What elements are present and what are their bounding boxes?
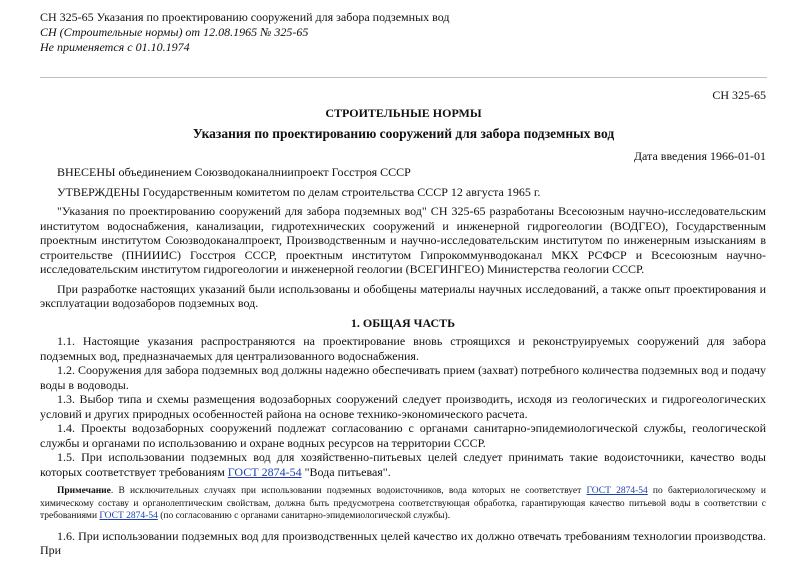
document-header	[40, 10, 449, 55]
clause-1-6: 1.6. При использовании подземных вод для производственных целей качество их должно отвечать требованиям технологии производства. При	[40, 528, 766, 557]
paragraph-utverzhdeny: УТВЕРЖДЕНЫ Государственным комитетом по делам строительства СССР 12 августа 1965 г.	[57, 184, 541, 199]
clause-1-3: 1.3. Выбор типа и схемы размещения водозаборных сооружений следует производить, исходя из геологических и гидрогеологических условий и других природных особенностей района на основе технико-экономического расчета.	[40, 392, 766, 421]
section-heading: 1. ОБЩАЯ ЧАСТЬ	[350, 315, 456, 330]
clause-1-4: 1.4. Проекты водозаборных сооружений подлежат согласованию с органами санитарно-эпидемиологической службы, геологической службы и органами по использованию и охране водных ресурсов на территории СССР.	[40, 421, 766, 450]
paragraph-vneseny: ВНЕСЕНЫ объединением Союзводоканалниипроект Госстроя СССР	[57, 165, 411, 179]
note-text-2: по бактериологическому и химическому составу и органолептическим свойствам, должна быть предусмотрена соответствующая обработка, гарантирующая качество питьевой воды в соответствии с требованиями	[40, 486, 766, 521]
clause-1-2: 1.2. Сооружения для забора подземных вод должны надежно обеспечивать прием (захват) потребного количества подземных вод и подачу воды в водоводы.	[40, 363, 766, 392]
header-status: Не применяется с 01.10.1974	[40, 40, 190, 54]
header-title: СН 325-65 Указания по проектированию сооружений для забора подземных вод	[40, 10, 450, 24]
intro-date: Дата введения 1966-01-01	[633, 149, 766, 163]
gost-link[interactable]: ГОСТ 2874-54	[227, 464, 302, 479]
note	[40, 485, 766, 523]
clause-1-1: 1.1. Настоящие указания распространяются на проектирование вновь строящихся и реконструируемых сооружений для забора подземных вод, предназначаемых для централизованного водоснабжения.	[40, 334, 766, 363]
note-text-1: . В исключительных случаях при использовании подземных водоисточников, вода которых не соответствует	[110, 486, 587, 496]
document-body	[40, 165, 766, 558]
note-label: Примечание	[57, 486, 111, 496]
main-title: СТРОИТЕЛЬНЫЕ НОРМЫ	[325, 106, 482, 120]
doc-code: СН 325-65	[712, 88, 766, 102]
gost-link[interactable]: ГОСТ 2874-54	[586, 486, 648, 496]
paragraph-materials: При разработке настоящих указаний были использованы и обобщены материалы научных исследований, а также опыт проектирования и эксплуатации водозаборов подземных вод.	[40, 281, 766, 310]
clause-1-5-tail: "Вода питьевая".	[301, 464, 391, 479]
note-text-3: (по согласованию с органами санитарно-эпидемиологической службы).	[157, 511, 451, 521]
clause-1-5	[40, 450, 766, 479]
clause-1-5-text: 1.5. При использовании подземных вод для хозяйственно-питьевых целей следует принимать такие водоисточники, качество воды которых соответствует требованиям	[40, 450, 766, 479]
paragraph-developers: "Указания по проектированию сооружений для забора подземных вод" СН 325-65 разработаны Всесоюзным научно-исследовательским институтом водоснабжения, канализации, гидротехнических сооружений и инженерной гидрогеологии (ВОДГЕО), Государственным проектным институтом Союзводоканалпроект, Производственным и научно-исследовательским институтом по инженерным изысканиям в строительстве (ПНИИИС) Госстроя СССР, проектным институтом Гипрокоммунводоканал МКХ РСФСР и Всесоюзным научно-исследовательским институтом гидрогеологии и инженерной геологии (ВСЕГИНГЕО) Министерства геологии СССР.	[40, 204, 766, 276]
document-title: Указания по проектированию сооружений для забора подземных вод	[192, 126, 615, 141]
header-doc-info: СН (Строительные нормы) от 12.08.1965 № 325-65	[40, 25, 309, 39]
gost-link[interactable]: ГОСТ 2874-54	[99, 511, 158, 521]
header-divider	[40, 77, 767, 78]
